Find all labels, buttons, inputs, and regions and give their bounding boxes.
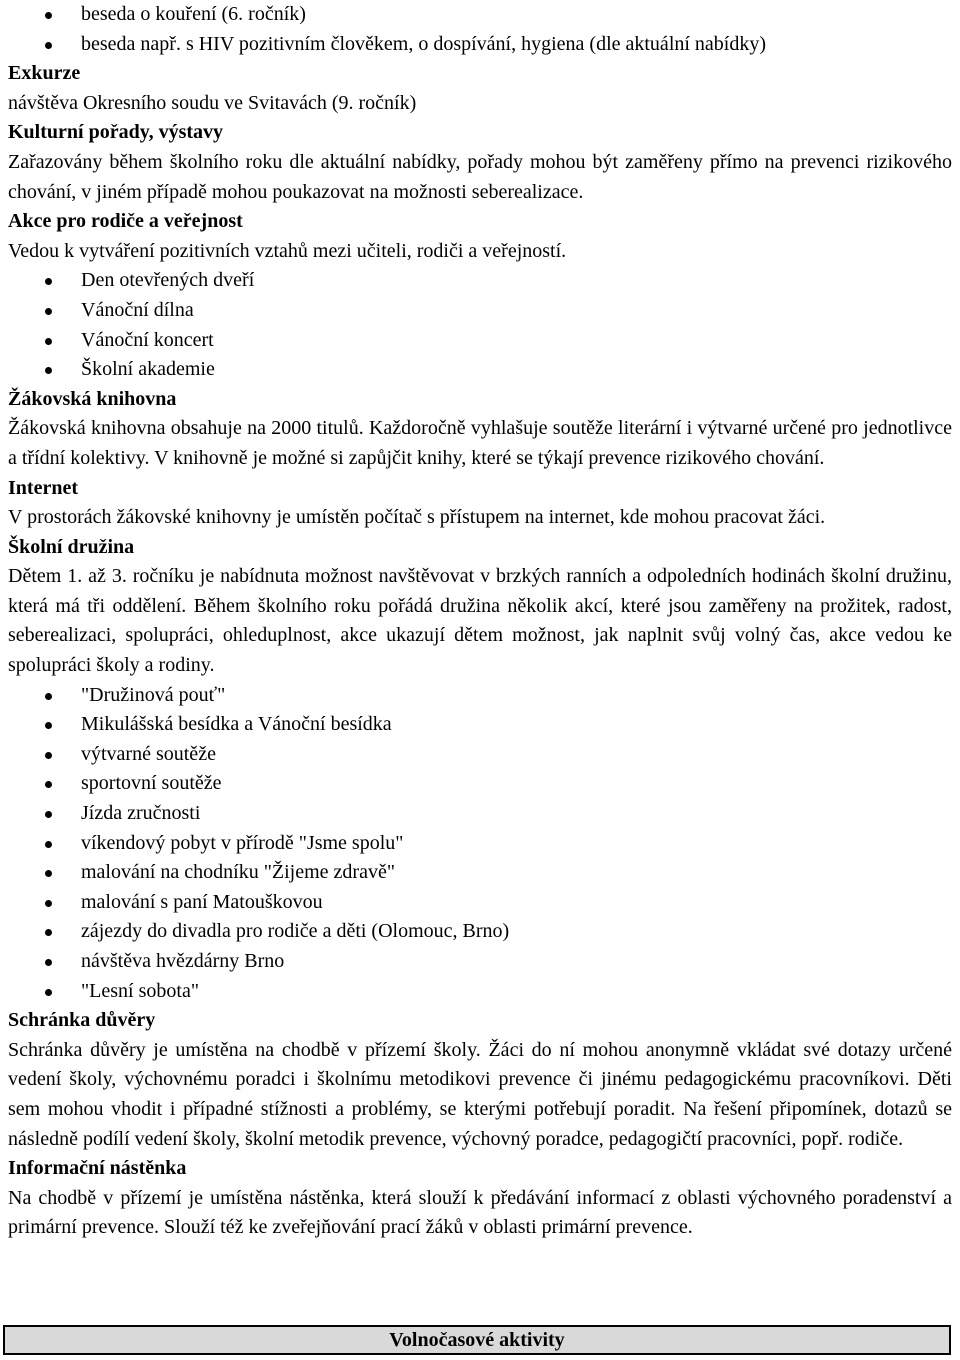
list-item-text: Jízda zručnosti: [81, 802, 201, 825]
list-item: [8, 710, 952, 740]
druzina-heading: Školní družina: [8, 535, 135, 558]
list-item-text: beseda o kouření (6. ročník): [81, 3, 306, 25]
bullet-icon: [45, 722, 52, 729]
bullet-icon: [45, 278, 52, 285]
list-item: [8, 947, 952, 977]
list-item-text: výtvarné soutěže: [81, 742, 216, 765]
bullet-icon: [45, 811, 52, 818]
list-item: [8, 681, 952, 711]
exkurze-text: návštěva Okresního soudu ve Svitavách (9. ročník): [8, 91, 417, 114]
bullet-icon: [45, 870, 52, 877]
list-item: [8, 326, 952, 356]
nastenka-text: Na chodbě v přízemí je umístěna nástěnka, která slouží k předávání informací z oblasti výchovného poradenství a primární prevence. Slouží též ke zveřejňování prací žáků v oblasti primární prevence.: [8, 1186, 952, 1239]
bullet-icon: [45, 42, 52, 49]
list-item-text: Vánoční koncert: [81, 328, 214, 351]
list-item: [8, 296, 952, 326]
list-item-text: malování na chodníku "Žijeme zdravě": [81, 861, 395, 884]
bullet-icon: [45, 841, 52, 848]
list-item-text: Mikulášská besídka a Vánoční besídka: [81, 713, 392, 736]
document-body: [8, 0, 952, 1243]
list-item: [8, 769, 952, 799]
internet-text: V prostorách žákovské knihovny je umístěn počítač s přístupem na internet, kde mohou pracovat žáci.: [8, 506, 826, 529]
list-item-text: malování s paní Matouškovou: [81, 890, 323, 913]
knihovna-text: Žákovská knihovna obsahuje na 2000 titulů. Každoročně vyhlašuje soutěže literární i výtvarné určené pro jednotlivce a třídní kolektivy. V knihovně je možné si zapůjčit knihy, které se týkají prevence rizikového chování.: [8, 417, 952, 469]
list-item-text: "Lesní sobota": [81, 979, 199, 1002]
bullet-icon: [45, 929, 52, 936]
bullet-icon: [45, 308, 52, 315]
section-title: Volnočasové aktivity: [389, 1329, 565, 1351]
list-item-text: Vánoční dílna: [81, 298, 194, 321]
list-item: [8, 0, 952, 30]
list-item: [8, 829, 952, 859]
list-item: [8, 888, 952, 918]
list-item: [8, 355, 952, 385]
list-item-text: "Družinová pouť": [81, 683, 226, 706]
list-item-text: víkendový pobyt v přírodě "Jsme spolu": [81, 831, 404, 854]
list-item: [8, 917, 952, 947]
bullet-icon: [45, 693, 52, 700]
list-item-text: zájezdy do divadla pro rodiče a děti (Olomouc, Brno): [81, 920, 510, 943]
list-item: [8, 266, 952, 296]
bullet-icon: [45, 338, 52, 345]
bullet-icon: [45, 752, 52, 759]
akce-heading: Akce pro rodiče a veřejnost: [8, 210, 243, 233]
list-item: [8, 799, 952, 829]
kulturni-text: Zařazovány během školního roku dle aktuální nabídky, pořady mohou být zaměřeny přímo na prevenci rizikového chování, v jiném případě mohou poukazovat na možnosti seberealizace.: [8, 150, 952, 203]
bullet-icon: [45, 781, 52, 788]
prevention-talks-list: [8, 0, 952, 59]
list-item-text: Školní akademie: [81, 358, 215, 381]
section-title-box: [3, 1325, 951, 1355]
nastenka-heading: Informační nástěnka: [8, 1157, 187, 1180]
list-item-text: návštěva hvězdárny Brno: [81, 950, 285, 972]
list-item: [8, 977, 952, 1007]
list-item-text: Den otevřených dveří: [81, 269, 255, 292]
kulturni-heading: Kulturní pořady, výstavy: [8, 121, 224, 144]
druzina-list: [8, 681, 952, 1007]
list-item-text: beseda např. s HIV pozitivním člověkem, o dospívání, hygiena (dle aktuální nabídky): [81, 32, 767, 55]
knihovna-heading: Žákovská knihovna: [8, 387, 177, 410]
internet-heading: Internet: [8, 476, 78, 499]
bullet-icon: [45, 367, 52, 374]
list-item: [8, 30, 952, 60]
bullet-icon: [45, 989, 52, 996]
akce-list: [8, 266, 952, 384]
akce-text: Vedou k vytváření pozitivních vztahů mezi učiteli, rodiči a veřejností.: [8, 239, 567, 262]
schranka-heading: Schránka důvěry: [8, 1009, 156, 1032]
bullet-icon: [45, 959, 52, 966]
list-item: [8, 858, 952, 888]
bullet-icon: [45, 900, 52, 907]
bullet-icon: [45, 12, 52, 19]
list-item-text: sportovní soutěže: [81, 772, 222, 795]
list-item: [8, 740, 952, 770]
schranka-text: Schránka důvěry je umístěna na chodbě v přízemí školy. Žáci do ní mohou anonymně vkládat své dotazy určené vedení školy, výchovnému poradci i školnímu metodikovi prevence či jinému pedagogickému pracovníkovi. Děti sem mohou vhodit i případné stížnosti a problémy, se kterými potřebují poradit. Na řešení připomínek, dotazů se následně podílí vedení školy, školní metodik prevence, výchovný poradce, pedagogičtí pracovníci, popř. rodiče.: [8, 1038, 952, 1150]
druzina-text: Dětem 1. až 3. ročníku je nabídnuta možnost navštěvovat v brzkých ranních a odpoledních hodinách školní družinu, která má tři oddělení. Během školního roku pořádá družina několik akcí, které jsou zaměřeny na prožitek, radost, seberealizaci, spolupráci, ohleduplnost, akce ukazují dětem možnost, jak naplnit svůj volný čas, akce vedou ke spolupráci školy a rodiny.: [8, 565, 952, 677]
exkurze-heading: Exkurze: [8, 62, 81, 85]
